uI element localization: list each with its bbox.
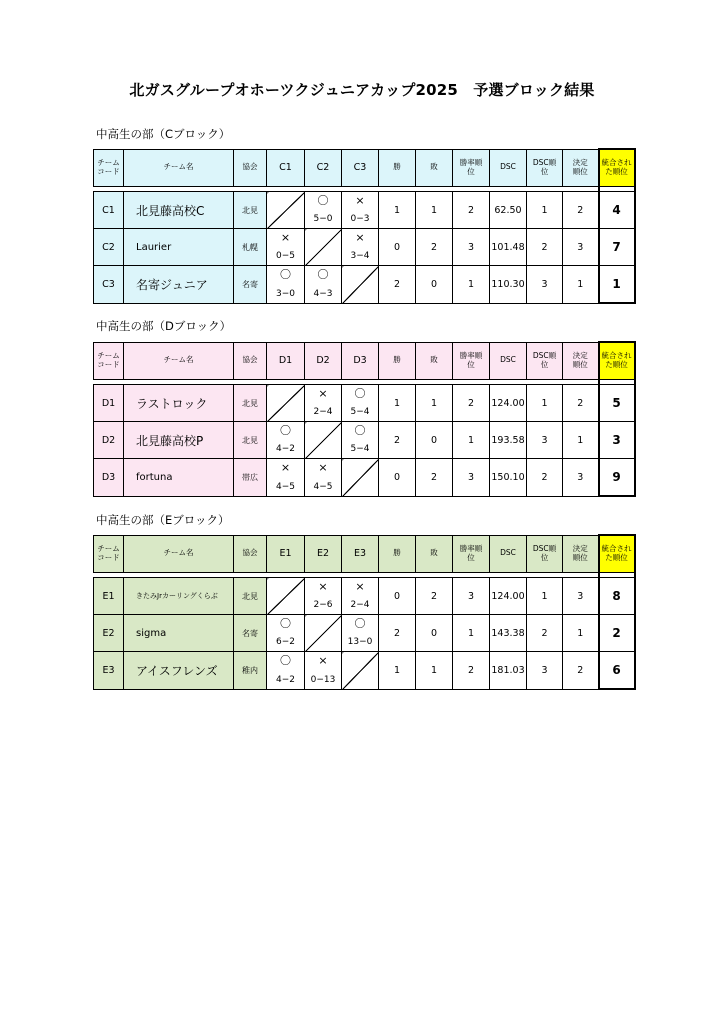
block-title: 中高生の部（Cブロック） bbox=[96, 127, 231, 141]
self-match-cell bbox=[342, 652, 379, 690]
wins: 0 bbox=[379, 459, 416, 497]
match-result bbox=[342, 192, 379, 229]
match-result bbox=[267, 615, 305, 652]
team-association: 名寄 bbox=[234, 615, 267, 652]
match-score: 4−3 bbox=[313, 288, 333, 299]
header-opponent: D3 bbox=[342, 342, 379, 380]
header-code: チーム コード bbox=[94, 342, 124, 380]
header-team-name: チーム名 bbox=[124, 149, 234, 187]
header-dsc-rank: DSC順 位 bbox=[527, 149, 563, 187]
loss-mark: × bbox=[318, 461, 328, 474]
win-rate-rank: 3 bbox=[453, 229, 490, 266]
match-score: 13−0 bbox=[347, 637, 373, 647]
final-rank: 3 bbox=[563, 459, 599, 497]
team-name: 北見藤高校C bbox=[124, 192, 234, 229]
block-title: 中高生の部（Dブロック） bbox=[96, 319, 232, 333]
win-mark: 〇 bbox=[280, 268, 291, 281]
match-result-content bbox=[305, 459, 341, 496]
dsc-value: 124.00 bbox=[490, 578, 527, 615]
header-opponent: D1 bbox=[267, 342, 305, 380]
header-wins: 勝 bbox=[379, 149, 416, 187]
header-wins: 勝 bbox=[379, 535, 416, 573]
match-result-content bbox=[305, 652, 341, 689]
team-association: 北見 bbox=[234, 192, 267, 229]
match-result bbox=[267, 459, 305, 497]
results-table bbox=[93, 148, 636, 304]
table-row bbox=[94, 459, 635, 497]
team-name: アイスフレンズ bbox=[124, 652, 234, 690]
header-opponent: C2 bbox=[305, 149, 342, 187]
match-score: 0−3 bbox=[350, 214, 370, 224]
losses: 0 bbox=[416, 266, 453, 304]
losses: 2 bbox=[416, 578, 453, 615]
table-row bbox=[94, 192, 635, 229]
loss-mark: × bbox=[355, 580, 365, 593]
loss-mark: × bbox=[318, 580, 328, 593]
header-opponent: C1 bbox=[267, 149, 305, 187]
team-association: 札幌 bbox=[234, 229, 267, 266]
combined-rank: 5 bbox=[599, 385, 635, 422]
team-association: 名寄 bbox=[234, 266, 267, 304]
dsc-value: 101.48 bbox=[490, 229, 527, 266]
team-name: ラストロック bbox=[124, 385, 234, 422]
match-score: 2−6 bbox=[313, 600, 333, 610]
header-opponent: E1 bbox=[267, 535, 305, 573]
header-combined-rank: 統合され た順位 bbox=[599, 535, 635, 573]
team-association: 北見 bbox=[234, 385, 267, 422]
loss-mark: × bbox=[280, 461, 291, 474]
dsc-value: 150.10 bbox=[490, 459, 527, 497]
final-rank: 2 bbox=[563, 652, 599, 690]
table-row bbox=[94, 578, 635, 615]
match-result-content bbox=[305, 385, 341, 421]
losses: 0 bbox=[416, 422, 453, 459]
win-rate-rank: 1 bbox=[453, 266, 490, 304]
team-name: 北見藤高校P bbox=[124, 422, 234, 459]
match-result bbox=[305, 266, 342, 304]
match-result bbox=[305, 578, 342, 615]
dsc-value: 193.58 bbox=[490, 422, 527, 459]
dsc-rank: 1 bbox=[527, 385, 563, 422]
loss-mark: × bbox=[318, 654, 328, 667]
match-score: 5−4 bbox=[350, 407, 370, 417]
match-score: 4−5 bbox=[276, 481, 295, 492]
team-name: fortuna bbox=[124, 459, 234, 497]
page-title: 北ガスグループオホーツクジュニアカップ2025 予選ブロック結果 bbox=[129, 81, 595, 99]
match-result bbox=[342, 385, 379, 422]
final-rank: 3 bbox=[563, 229, 599, 266]
wins: 2 bbox=[379, 422, 416, 459]
block-title: 中高生の部（Eブロック） bbox=[96, 513, 230, 527]
dsc-rank: 3 bbox=[527, 266, 563, 304]
match-result bbox=[342, 229, 379, 266]
match-score: 6−2 bbox=[276, 637, 295, 647]
match-result-content bbox=[342, 578, 378, 614]
match-result-content bbox=[342, 615, 378, 651]
header-association: 協会 bbox=[234, 535, 267, 573]
self-match-cell bbox=[305, 229, 342, 266]
match-result bbox=[267, 266, 305, 304]
win-rate-rank: 1 bbox=[453, 422, 490, 459]
match-result bbox=[267, 422, 305, 459]
combined-rank: 6 bbox=[599, 652, 635, 690]
win-mark: 〇 bbox=[354, 617, 366, 630]
match-result-content bbox=[342, 422, 378, 458]
team-code: E3 bbox=[94, 652, 124, 690]
match-score: 2−4 bbox=[313, 407, 333, 417]
match-score: 2−4 bbox=[350, 600, 370, 610]
combined-rank: 4 bbox=[599, 192, 635, 229]
match-result bbox=[267, 229, 305, 266]
wins: 2 bbox=[379, 615, 416, 652]
match-result-content bbox=[342, 385, 378, 421]
match-result-content bbox=[267, 459, 304, 496]
match-result-content bbox=[342, 229, 378, 265]
final-rank: 1 bbox=[563, 266, 599, 304]
header-final-rank: 決定 順位 bbox=[563, 149, 599, 187]
win-rate-rank: 2 bbox=[453, 192, 490, 229]
self-match-cell bbox=[305, 615, 342, 652]
self-match-cell bbox=[342, 266, 379, 304]
header-losses: 敗 bbox=[416, 149, 453, 187]
match-result bbox=[342, 615, 379, 652]
team-name: Laurier bbox=[124, 229, 234, 266]
self-match-cell bbox=[267, 192, 305, 229]
match-score: 0−5 bbox=[276, 251, 295, 261]
header-dsc: DSC bbox=[490, 535, 527, 573]
final-rank: 1 bbox=[563, 615, 599, 652]
win-mark: 〇 bbox=[354, 387, 366, 400]
header-team-name: チーム名 bbox=[124, 535, 234, 573]
dsc-rank: 3 bbox=[527, 422, 563, 459]
win-mark: 〇 bbox=[354, 424, 366, 437]
final-rank: 3 bbox=[563, 578, 599, 615]
final-rank: 1 bbox=[563, 422, 599, 459]
wins: 1 bbox=[379, 192, 416, 229]
combined-rank: 9 bbox=[599, 459, 635, 497]
results-table bbox=[93, 534, 636, 690]
match-score: 4−2 bbox=[276, 674, 295, 685]
header-combined-rank: 統合され た順位 bbox=[599, 149, 635, 187]
win-rate-rank: 1 bbox=[453, 615, 490, 652]
header-code: チーム コード bbox=[94, 149, 124, 187]
match-result-content bbox=[305, 266, 341, 303]
self-match-cell bbox=[305, 422, 342, 459]
match-result-content bbox=[267, 422, 304, 458]
match-result-content bbox=[267, 652, 304, 689]
team-code: E2 bbox=[94, 615, 124, 652]
team-name: sigma bbox=[124, 615, 234, 652]
combined-rank: 3 bbox=[599, 422, 635, 459]
table-row bbox=[94, 266, 635, 304]
losses: 0 bbox=[416, 615, 453, 652]
win-mark: 〇 bbox=[317, 268, 329, 281]
header-combined-rank: 統合され た順位 bbox=[599, 342, 635, 380]
win-rate-rank: 3 bbox=[453, 578, 490, 615]
team-code: D2 bbox=[94, 422, 124, 459]
match-score: 3−0 bbox=[276, 288, 295, 299]
dsc-value: 110.30 bbox=[490, 266, 527, 304]
match-result-content bbox=[267, 615, 304, 651]
win-mark: 〇 bbox=[280, 617, 291, 630]
match-result-content bbox=[342, 192, 378, 228]
combined-rank: 1 bbox=[599, 266, 635, 304]
win-rate-rank: 2 bbox=[453, 385, 490, 422]
team-association: 北見 bbox=[234, 422, 267, 459]
loss-mark: × bbox=[355, 231, 365, 244]
team-code: D1 bbox=[94, 385, 124, 422]
table-row bbox=[94, 422, 635, 459]
table-row bbox=[94, 652, 635, 690]
dsc-rank: 2 bbox=[527, 459, 563, 497]
team-code: C1 bbox=[94, 192, 124, 229]
self-match-cell bbox=[267, 578, 305, 615]
team-association: 北見 bbox=[234, 578, 267, 615]
table-row bbox=[94, 385, 635, 422]
combined-rank: 7 bbox=[599, 229, 635, 266]
loss-mark: × bbox=[355, 194, 365, 207]
dsc-value: 124.00 bbox=[490, 385, 527, 422]
header-dsc: DSC bbox=[490, 342, 527, 380]
match-score: 3−4 bbox=[350, 251, 370, 261]
match-score: 4−5 bbox=[313, 481, 333, 492]
combined-rank: 8 bbox=[599, 578, 635, 615]
combined-rank: 2 bbox=[599, 615, 635, 652]
header-losses: 敗 bbox=[416, 535, 453, 573]
header-opponent: C3 bbox=[342, 149, 379, 187]
wins: 2 bbox=[379, 266, 416, 304]
match-result bbox=[305, 192, 342, 229]
dsc-value: 62.50 bbox=[490, 192, 527, 229]
wins: 0 bbox=[379, 229, 416, 266]
match-result bbox=[305, 459, 342, 497]
match-result-content bbox=[305, 192, 341, 228]
match-score: 4−2 bbox=[276, 444, 295, 454]
wins: 1 bbox=[379, 652, 416, 690]
header-final-rank: 決定 順位 bbox=[563, 342, 599, 380]
team-association: 稚内 bbox=[234, 652, 267, 690]
losses: 1 bbox=[416, 652, 453, 690]
team-name: 名寄ジュニア bbox=[124, 266, 234, 304]
final-rank: 2 bbox=[563, 385, 599, 422]
loss-mark: × bbox=[318, 387, 328, 400]
team-association: 帯広 bbox=[234, 459, 267, 497]
header-association: 協会 bbox=[234, 342, 267, 380]
match-result bbox=[342, 422, 379, 459]
match-score: 5−0 bbox=[313, 214, 333, 224]
dsc-rank: 2 bbox=[527, 229, 563, 266]
dsc-value: 181.03 bbox=[490, 652, 527, 690]
losses: 1 bbox=[416, 385, 453, 422]
match-result-content bbox=[267, 266, 304, 303]
dsc-rank: 1 bbox=[527, 192, 563, 229]
wins: 1 bbox=[379, 385, 416, 422]
win-mark: 〇 bbox=[280, 654, 291, 667]
table-row bbox=[94, 615, 635, 652]
match-score: 0−13 bbox=[310, 674, 336, 685]
win-mark: 〇 bbox=[317, 194, 329, 207]
team-code: E1 bbox=[94, 578, 124, 615]
match-result-content bbox=[305, 578, 341, 614]
win-rate-rank: 2 bbox=[453, 652, 490, 690]
header-dsc-rank: DSC順 位 bbox=[527, 535, 563, 573]
header-wins: 勝 bbox=[379, 342, 416, 380]
header-code: チーム コード bbox=[94, 535, 124, 573]
final-rank: 2 bbox=[563, 192, 599, 229]
team-code: C3 bbox=[94, 266, 124, 304]
header-losses: 敗 bbox=[416, 342, 453, 380]
loss-mark: × bbox=[280, 231, 291, 244]
header-opponent: D2 bbox=[305, 342, 342, 380]
header-win-rate-rank: 勝率順 位 bbox=[453, 535, 490, 573]
header-dsc-rank: DSC順 位 bbox=[527, 342, 563, 380]
self-match-cell bbox=[342, 459, 379, 497]
wins: 0 bbox=[379, 578, 416, 615]
header-win-rate-rank: 勝率順 位 bbox=[453, 149, 490, 187]
header-opponent: E3 bbox=[342, 535, 379, 573]
losses: 2 bbox=[416, 459, 453, 497]
match-score: 5−4 bbox=[350, 444, 370, 454]
match-result bbox=[267, 652, 305, 690]
self-match-cell bbox=[267, 385, 305, 422]
results-table bbox=[93, 341, 636, 497]
match-result bbox=[305, 385, 342, 422]
team-code: C2 bbox=[94, 229, 124, 266]
dsc-rank: 3 bbox=[527, 652, 563, 690]
dsc-value: 143.38 bbox=[490, 615, 527, 652]
losses: 2 bbox=[416, 229, 453, 266]
header-dsc: DSC bbox=[490, 149, 527, 187]
dsc-rank: 1 bbox=[527, 578, 563, 615]
header-opponent: E2 bbox=[305, 535, 342, 573]
header-final-rank: 決定 順位 bbox=[563, 535, 599, 573]
match-result-content bbox=[267, 229, 304, 265]
table-row bbox=[94, 229, 635, 266]
team-name: きたみJrカーリングくらぶ bbox=[124, 578, 234, 615]
losses: 1 bbox=[416, 192, 453, 229]
win-rate-rank: 3 bbox=[453, 459, 490, 497]
team-code: D3 bbox=[94, 459, 124, 497]
header-team-name: チーム名 bbox=[124, 342, 234, 380]
dsc-rank: 2 bbox=[527, 615, 563, 652]
match-result bbox=[305, 652, 342, 690]
win-mark: 〇 bbox=[280, 424, 291, 437]
header-association: 協会 bbox=[234, 149, 267, 187]
match-result bbox=[342, 578, 379, 615]
header-win-rate-rank: 勝率順 位 bbox=[453, 342, 490, 380]
